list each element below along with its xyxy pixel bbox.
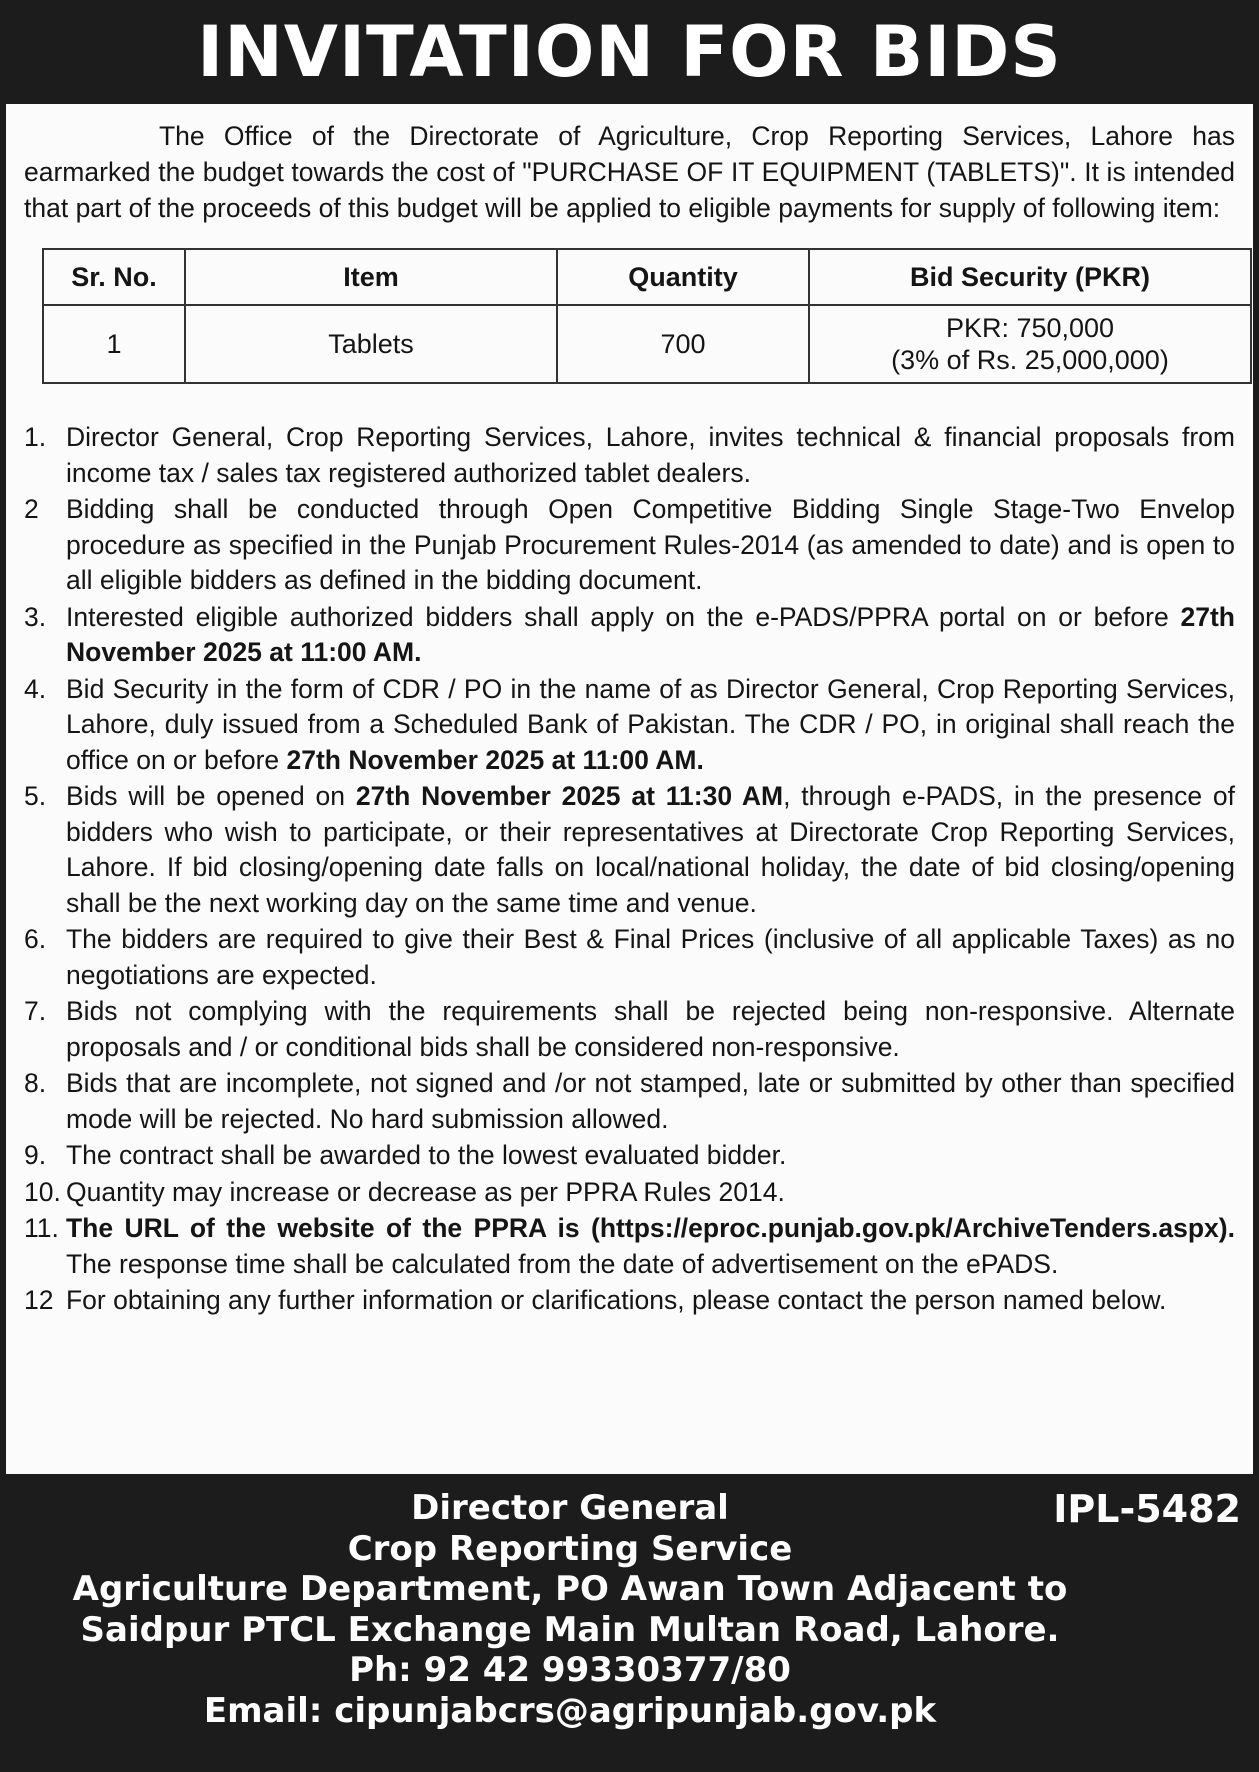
column-header-quantity: Quantity [557, 249, 809, 305]
clause-text: Bid Security in the form of CDR / PO in the name of as Director General, Crop Reporting Services, Lahore, duly issued from a Scheduled Bank of Pakistan. The CDR / PO, in original shall reach the office on or before [66, 673, 1235, 775]
clause-text-tail: The response time shall be calculated from the date of advertisement on the ePADS. [66, 1248, 1059, 1279]
column-header-sr: Sr. No. [43, 249, 185, 305]
clause-text: The contract shall be awarded to the lowest evaluated bidder. [66, 1140, 787, 1170]
clause-number: 3. [24, 601, 47, 632]
cell-sr: 1 [43, 305, 185, 383]
list-item [24, 1066, 1235, 1137]
advertisement-reference: IPL-5482 [1053, 1487, 1241, 1531]
contact-phone: Ph: 92 42 99330377/80 [349, 1650, 791, 1690]
clause-text-tail: , through e-PADS, in the presence of bidders who wish to participate, or their representatives at Directorate Crop Reporting Services, Lahore. If bid closing/opening date falls on local/national holiday, the date of bid closing/opening shall be the next working day on the same time and venue. [66, 781, 1235, 918]
list-item [24, 492, 1235, 599]
ppra-url-text: The URL of the website of the PPRA is (https://eproc.punjab.gov.pk/ArchiveTenders.aspx). [66, 1213, 1235, 1243]
clause-number: 5. [24, 781, 47, 811]
clause-text: Interested eligible authorized bidders shall apply on the e-PADS/PPRA portal on or before [66, 601, 1181, 632]
list-item [24, 672, 1235, 779]
list-item [24, 600, 1235, 671]
clause-number: 4. [24, 673, 47, 704]
list-item [24, 779, 1235, 921]
clause-opening-time: 27th November 2025 at 11:30 AM [355, 781, 784, 811]
contact-address-line-2: Saidpur PTCL Exchange Main Multan Road, Lahore. [80, 1609, 1060, 1650]
clause-number: 7. [24, 996, 47, 1026]
notice-body [6, 104, 1253, 1474]
clause-number: 1. [24, 422, 47, 452]
cell-bid-security [809, 305, 1251, 383]
clause-deadline: 27th November 2025 at 11:00 AM. [286, 744, 704, 775]
contact-designation: Director General [411, 1488, 729, 1528]
clause-number: 6. [24, 924, 47, 954]
list-item [24, 1138, 1235, 1174]
list-item [24, 1175, 1235, 1211]
column-header-item: Item [185, 249, 557, 305]
clause-text: Bids that are incomplete, not signed and /or not stamped, late or submitted by other than specified mode will be rejected. No hard submission allowed. [66, 1068, 1235, 1134]
terms-list [24, 420, 1235, 1319]
intro-paragraph: The Office of the Directorate of Agriculture, Crop Reporting Services, Lahore has earmarked the budget towards the cost of "PURCHASE OF IT EQUIPMENT (TABLETS)". It is intended that part of the proceeds of this budget will be applied to eligible payments for supply of following item: [24, 121, 1235, 223]
bid-security-basis: (3% of Rs. 25,000,000) [891, 345, 1169, 375]
list-item [24, 1283, 1235, 1319]
clause-number: 12 [24, 1285, 54, 1315]
clause-number: 11. [24, 1213, 59, 1243]
list-item [24, 922, 1235, 993]
clause-text: For obtaining any further information or clarifications, please contact the person named below. [66, 1285, 1167, 1315]
clause-number: 2 [24, 494, 39, 524]
table-row [43, 305, 1251, 383]
clause-text: Bidding shall be conducted through Open Competitive Bidding Single Stage-Two Envelop procedure as specified in the Punjab Procurement Rules-2014 (as amended to date) and is open to all eligible bidders as defined in the bidding document. [66, 494, 1235, 595]
footer-contact-block [0, 1474, 1259, 1772]
list-item [24, 1211, 1235, 1282]
list-item [24, 420, 1235, 491]
clause-number: 9. [24, 1140, 47, 1170]
header-banner [0, 0, 1259, 104]
bid-security-amount: PKR: 750,000 [945, 313, 1115, 343]
contact-email: Email: cipunjabcrs@agripunjab.gov.pk [203, 1690, 937, 1731]
clause-text: The bidders are required to give their Best & Final Prices (inclusive of all applicable Taxes) as no negotiations are expected. [66, 924, 1235, 990]
clause-text: Bids not complying with the requirements shall be rejected being non-responsive. Alternate proposals and / or conditional bids shall be considered non-responsive. [66, 996, 1235, 1062]
cell-item: Tablets [185, 305, 557, 383]
column-header-bid-security: Bid Security (PKR) [809, 249, 1251, 305]
contact-address-line-1: Agriculture Department, PO Awan Town Adjacent to [72, 1569, 1068, 1609]
clause-number: 10. [24, 1176, 61, 1207]
table-header-row [43, 249, 1251, 305]
items-table [42, 248, 1252, 384]
list-item [24, 994, 1235, 1065]
cell-quantity: 700 [557, 305, 809, 383]
clause-deadline: 27th November 2025 at 11:00 AM. [66, 601, 1235, 667]
contact-details [0, 1488, 1140, 1731]
contact-office: Crop Reporting Service [347, 1528, 793, 1569]
clause-number: 8. [24, 1068, 47, 1098]
page-title: INVITATION FOR BIDS [197, 11, 1062, 93]
clause-text: Quantity may increase or decrease as per PPRA Rules 2014. [66, 1176, 785, 1207]
clause-text: Director General, Crop Reporting Services, Lahore, invites technical & financial proposals from income tax / sales tax registered authorized tablet dealers. [66, 422, 1235, 488]
clause-text: Bids will be opened on [66, 781, 356, 811]
